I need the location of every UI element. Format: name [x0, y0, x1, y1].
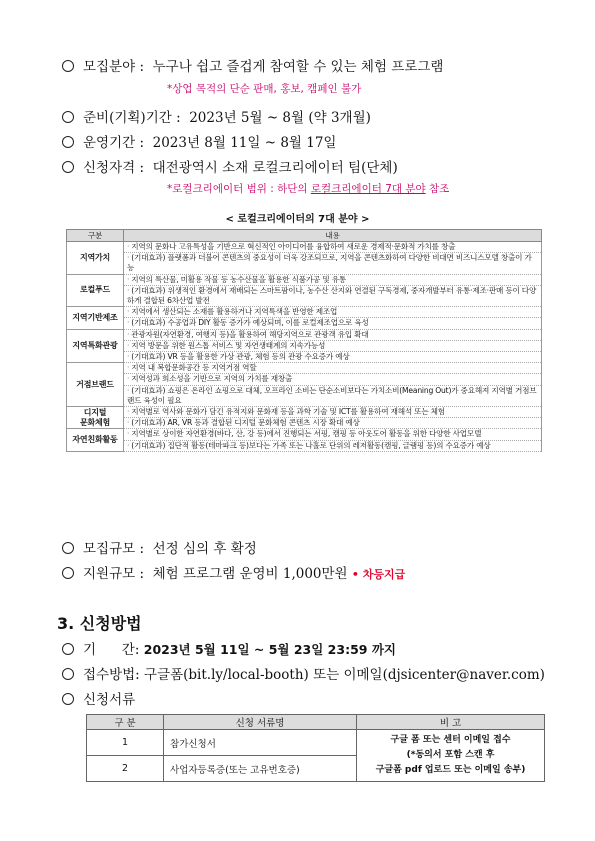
dot-bullet-icon: ·: [127, 429, 130, 439]
dot-bullet-icon: ·: [127, 440, 130, 450]
table-header-row: [87, 715, 545, 730]
category-cell: 디지털 문화체험: [67, 407, 124, 429]
table-row: [67, 407, 542, 418]
dot-bullet-icon: ·: [127, 274, 130, 284]
dot-bullet-icon: ·: [127, 329, 130, 339]
category-cell: 지역기반제조: [67, 307, 124, 329]
scale-line: 모집규모 : 선정 심의 후 확정: [62, 537, 257, 557]
dot-bullet-icon: ·: [127, 285, 130, 295]
category-item: [124, 340, 542, 351]
category-item-text: (기대효과) AR, VR 등과 결합된 디지털 문화체험 콘텐츠 시장 확대 예상: [131, 418, 360, 428]
category-item: [124, 363, 542, 374]
field-value: 누구나 쉽고 즐겁게 참여할 수 있는 체험 프로그램: [152, 59, 444, 75]
category-item-text: (기대효과) VR 등을 활용한 가상 관광, 체험 등의 관광 수요증가 예상: [131, 352, 350, 362]
doc-no: 2: [87, 756, 164, 782]
circle-bullet-icon: [62, 542, 74, 554]
category-item-text: 지역의 문화나 고유특성을 기반으로 혁신적인 아이디어를 융합하여 새로운 경제적·문화적 가치를 창출: [131, 242, 456, 251]
docs-line: 신청서류: [62, 688, 135, 708]
category-cell: 지역특화관광: [67, 329, 124, 363]
dot-bullet-icon: ·: [127, 385, 130, 395]
circle-bullet-icon: [62, 668, 74, 680]
table-row: [67, 374, 542, 385]
run-line: 운영기간 : 2023년 8월 11일 ~ 8월 17일: [62, 131, 336, 151]
documents-table: [86, 714, 545, 782]
category-item: [124, 242, 542, 253]
doc-name: 사업자등록증(또는 고유번호증): [164, 756, 357, 782]
category-item-text: 지역의 특산물, 미활용 작물 등 농수산물을 활용한 식품가공 및 유통: [131, 274, 347, 284]
table-row: [67, 340, 542, 351]
elig-line: 신청자격 : 대전광역시 소재 로컬크리에이터 팀(단체): [62, 156, 398, 176]
header-cell: 구분: [67, 230, 124, 242]
category-item: [124, 285, 542, 306]
dot-bullet-icon: ·: [127, 407, 130, 417]
category-item-text: (기대효과) 수공업과 DIY 활동 증가가 예상되며, 이를 로컬제조업으로 육성: [131, 318, 369, 328]
category-item: [124, 385, 542, 406]
circle-bullet-icon: [62, 567, 74, 579]
table-row: [67, 429, 542, 440]
table-row: [67, 385, 542, 406]
elig-note: *로컬크리에이터 범위 : 하단의 로컬크리에이터 7대 분야 참조: [167, 183, 450, 195]
category-cell: 로컬푸드: [67, 274, 124, 307]
category-item: [124, 352, 542, 363]
category-item: [124, 374, 542, 385]
category-item-text: (기대효과) 집단적 활동(테마파크 등)보다는 가족 또는 나홀로 단위의 레저활동(캠핑, 글램핑 등)의 수요증가 예상: [131, 440, 491, 450]
dot-bullet-icon: ·: [127, 318, 130, 328]
method-line: 접수방법: 구글폼(bit.ly/local-booth) 또는 이메일(djsicenter@naver.com): [62, 663, 545, 683]
categories-link[interactable]: 로컬크리에이터 7대 분야: [310, 183, 426, 195]
table-row: [67, 329, 542, 340]
dot-bullet-icon: ·: [127, 352, 130, 362]
dot-bullet-icon: ·: [127, 418, 130, 428]
table-row: [67, 242, 542, 253]
header-cell: 비 고: [357, 715, 545, 730]
category-item: [124, 329, 542, 340]
category-cell: 거점브랜드: [67, 363, 124, 407]
category-item-text: (기대효과) 쇼핑은 온라인 쇼핑으로 대체, 오프라인 소비는 단순소비보다는 가치소비(Meaning Out)가 중요해져 지역별 거점브랜드 육성이 필요: [127, 385, 537, 405]
section-heading: 3. 신청방법: [57, 614, 142, 633]
category-item-text: 지역 방문을 위한 원스톱 서비스 및 자연생태계의 지속가능성: [131, 340, 326, 350]
circle-bullet-icon: [62, 693, 74, 705]
category-item-text: 지역별로 역사와 문화가 담긴 유적지와 문화재 등을 과학 기술 및 ICT를 활용하여 재해석 또는 체험: [131, 407, 445, 417]
category-item: [124, 307, 542, 318]
dot-bullet-icon: ·: [127, 374, 130, 384]
category-item: [124, 407, 542, 418]
category-item: [124, 418, 542, 429]
prep-line: 준비(기획)기간 : 2023년 5월 ~ 8월 (약 3개월): [62, 106, 371, 126]
dot-bullet-icon: ·: [127, 253, 130, 263]
dot-bullet-icon: ·: [127, 363, 130, 373]
category-item: [124, 429, 542, 440]
categories-table: [66, 229, 542, 452]
category-item-text: (기대효과) 플랫폼과 더불어 콘텐츠의 중요성이 더욱 강조되므로, 지역을 콘텐츠화하여 다양한 비대면 비즈니스모델 창출이 가능: [127, 253, 532, 273]
header-cell: 구 분: [87, 715, 164, 730]
header-cell: 내용: [124, 230, 542, 242]
period-line: 기 간: 2023년 5월 11일 ~ 5월 23일 23:59 까지: [62, 638, 396, 658]
field-line: 모집분야 : 누구나 쉽고 즐겁게 참여할 수 있는 체험 프로그램: [62, 55, 443, 75]
category-item: [124, 253, 542, 274]
category-item-text: 지역성과 희소성을 기반으로 지역의 가치를 재창출: [131, 374, 293, 384]
category-item: [124, 318, 542, 329]
doc-no: 1: [87, 730, 164, 756]
circle-bullet-icon: [62, 136, 74, 148]
table-row: [67, 318, 542, 329]
field-note: *상업 목적의 단순 판매, 홍보, 캠페인 불가: [167, 83, 362, 95]
category-item-text: (기대효과) 위생적인 환경에서 재배되는 스마트팜이나, 농수산 산지와 연결된 구독경제, 중자개발부터 유통·제조·판매 등이 다양하게 결합된 6차산업 발전: [127, 285, 537, 306]
circle-bullet-icon: [62, 111, 74, 123]
category-item-text: 지역별로 상이한 자연환경(바다, 산, 강 등)에서 진행되는 서핑, 캠핑 등 아웃도어 활동을 위한 다양한 사업모델: [131, 429, 482, 439]
table-row: [67, 363, 542, 374]
table-row: [67, 307, 542, 318]
category-item: [124, 440, 542, 451]
support-tag: • 차등지급: [351, 568, 406, 581]
category-item: [124, 274, 542, 285]
table-row: [87, 730, 545, 756]
table-row: [67, 440, 542, 451]
dot-bullet-icon: ·: [127, 242, 130, 251]
support-line: 지원규모 : 체험 프로그램 운영비 1,000만원 • 차등지급: [62, 562, 405, 582]
table-row: [67, 274, 542, 285]
category-cell: 자연친화활동: [67, 429, 124, 451]
category-item-text: 지역에서 생산되는 소재를 활용하거나 지역특색을 반영한 제조업: [131, 307, 338, 317]
table-row: [67, 418, 542, 429]
doc-note: [357, 730, 545, 782]
dot-bullet-icon: ·: [127, 307, 130, 317]
category-item-text: 지역 내 복합문화공간 등 지역거점 역할: [131, 363, 257, 373]
table-row: [67, 253, 542, 274]
circle-bullet-icon: [62, 643, 74, 655]
doc-note-text: 구글 폼 또는 센터 이메일 접수 (*동의서 포함 스캔 후 구글폼 pdf 업로드 또는 이메일 송부): [375, 735, 526, 775]
circle-bullet-icon: [62, 161, 74, 173]
table-header-row: [67, 230, 542, 242]
table-row: [67, 352, 542, 363]
table-caption: < 로컬크리에이터의 7대 분야 >: [225, 214, 370, 225]
header-cell: 신청 서류명: [164, 715, 357, 730]
circle-bullet-icon: [62, 60, 74, 72]
category-item-text: 관광자원(자연환경, 여행지 등)을 활용하여 해당지역으로 관광객 유입 확대: [131, 329, 369, 339]
category-cell: 지역가치: [67, 242, 124, 275]
doc-name: 참가신청서: [164, 730, 357, 756]
dot-bullet-icon: ·: [127, 340, 130, 350]
table-row: [67, 285, 542, 306]
